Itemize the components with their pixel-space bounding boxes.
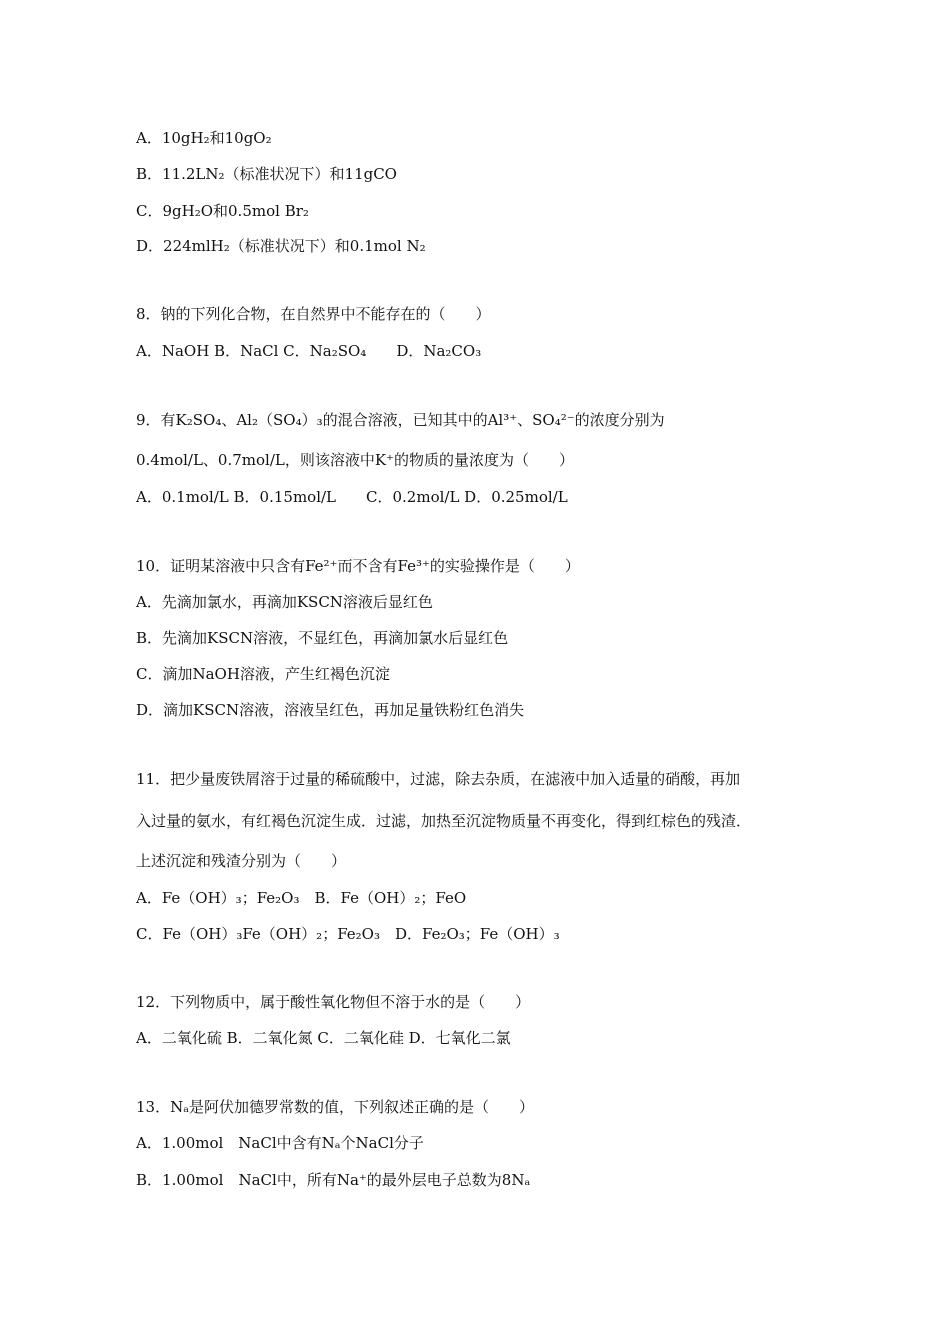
q7-option-c: C．9gH₂O和0.5mol Br₂ [136,202,309,220]
q10-option-c: C．滴加NaOH溶液，产生红褐色沉淀 [136,665,390,683]
q11-stem-line2: 入过量的氨水，有红褐色沉淀生成．过滤，加热至沉淀物质量不再变化，得到红棕色的残渣． [136,812,752,830]
q10-option-a: A．先滴加氯水，再滴加KSCN溶液后显红色 [136,593,433,611]
q11-options-ab: A．Fe（OH）₃；Fe₂O₃ B．Fe（OH）₂；FeO [136,889,467,907]
q8-stem: 8．钠的下列化合物，在自然界中不能存在的（ ） [136,305,491,323]
q13-option-b: B．1.00mol NaCl中，所有Na⁺的最外层电子总数为8Nₐ [136,1171,531,1189]
q8-options: A．NaOH B．NaCl C．Na₂SO₄ D．Na₂CO₃ [136,342,482,360]
q7-option-b: B．11.2LN₂（标准状况下）和11gCO [136,165,397,183]
q7-option-d: D．224mlH₂（标准状况下）和0.1mol N₂ [136,237,426,255]
q12-stem: 12．下列物质中，属于酸性氧化物但不溶于水的是（ ） [136,993,531,1011]
q9-options: A．0.1mol/L B．0.15mol/L C．0.2mol/L D．0.25mol/L [136,488,568,506]
q11-stem-line1: 11．把少量废铁屑溶于过量的稀硫酸中，过滤，除去杂质，在滤液中加入适量的硝酸，再加 [136,770,741,788]
q9-stem-line2: 0.4mol/L、0.7mol/L，则该溶液中K⁺的物质的量浓度为（ ） [136,451,574,469]
q10-stem: 10．证明某溶液中只含有Fe²⁺而不含有Fe³⁺的实验操作是（ ） [136,557,580,575]
q10-option-b: B．先滴加KSCN溶液，不显红色，再滴加氯水后显红色 [136,629,509,647]
q13-option-a: A．1.00mol NaCl中含有Nₐ个NaCl分子 [136,1134,424,1152]
q13-stem: 13．Nₐ是阿伏加德罗常数的值，下列叙述正确的是（ ） [136,1098,535,1116]
q11-stem-line3: 上述沉淀和残渣分别为（ ） [136,852,347,870]
q7-option-a: A．10gH₂和10gO₂ [136,129,272,147]
q11-options-cd: C．Fe（OH）₃Fe（OH）₂；Fe₂O₃ D．Fe₂O₃；Fe（OH）₃ [136,925,560,943]
q9-stem-line1: 9．有K₂SO₄、Al₂（SO₄）₃的混合溶液，已知其中的Al³⁺、SO₄²⁻的浓度分别为 [136,411,665,429]
q12-options: A．二氧化硫 B．二氧化氮 C．二氧化硅 D．七氧化二氯 [136,1029,511,1047]
q10-option-d: D．滴加KSCN溶液，溶液呈红色，再加足量铁粉红色消失 [136,701,525,719]
